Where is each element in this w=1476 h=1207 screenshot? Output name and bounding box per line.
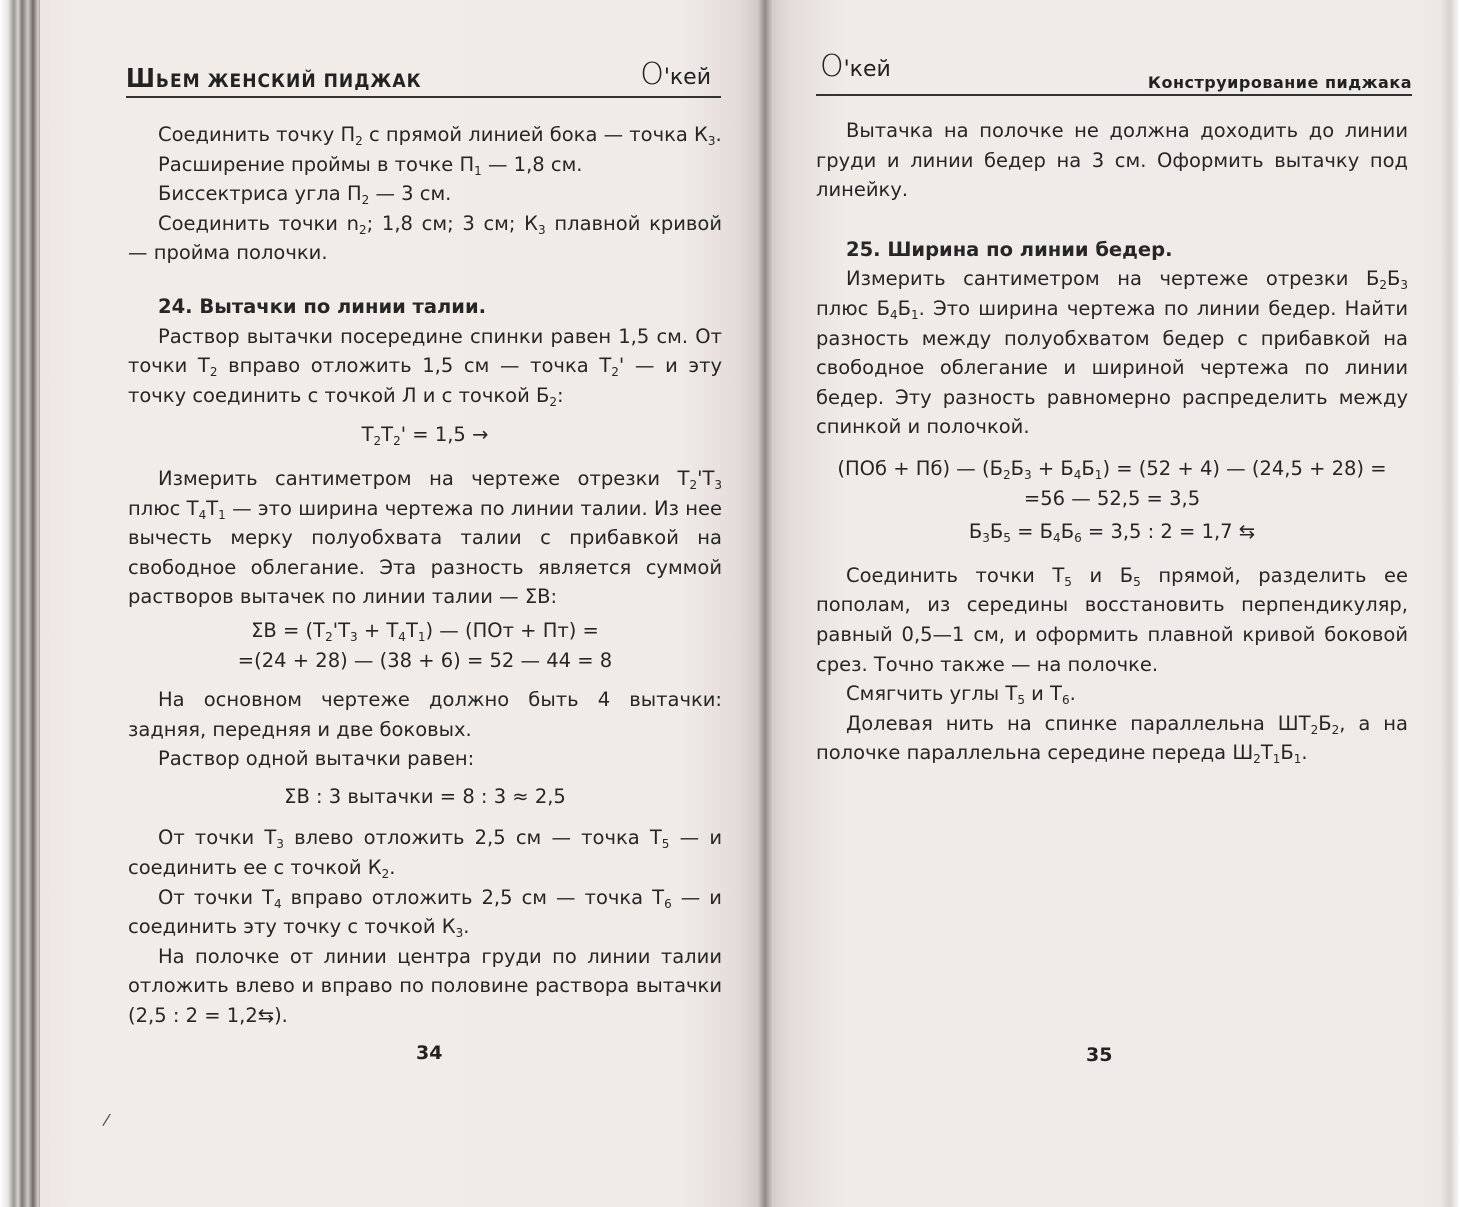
brand-rest: 'кей — [663, 65, 711, 90]
paragraph: На основном чертеже должно быть 4 вытачки: задняя, передняя и две боковых. — [128, 688, 722, 741]
formula: $Б_3Б_5 = Б_4Б_6 = 3,5$ : 2 = 1,7 ⇆ — [968, 520, 1256, 546]
page-number-right: 35 — [1086, 1044, 1113, 1066]
paragraph: Соединить точку $П_2$ с прямой линией бока — точка $К_3$. — [158, 123, 722, 148]
section-heading-24: 24. Вытачки по линии талии. — [158, 294, 487, 318]
left-page-body — [128, 120, 722, 1031]
formula: (ПОб + Пб) — $(Б_2Б_3 + Б_4Б_1) = (52 + 4)$ — (24,5 + 28) = — [837, 456, 1387, 482]
header-title-initial: Ш — [126, 64, 156, 94]
brand-o: О — [820, 49, 844, 84]
book-gutter — [758, 0, 772, 1207]
brand-logo-left — [640, 57, 711, 92]
formula: $\Sigma В = (Т_2'Т_3 + Т_4Т_1)$ — (ПОт + Пт) = — [251, 618, 599, 644]
brand-logo-right — [820, 49, 891, 84]
paragraph: Смягчить углы $Т_5$ и $Т_6$. — [846, 682, 1076, 708]
left-running-header — [126, 57, 721, 98]
paragraph: Раствор одной вытачки равен: — [158, 747, 475, 771]
section-heading-25: 25. Ширина по линии бедер. — [846, 237, 1173, 261]
formula: =(24 + 28) — (38 + 6) = 52 — 44 = 8 — [237, 648, 613, 672]
right-page-body — [816, 116, 1408, 768]
paragraph: Долевая нить на спинке параллельна $ШТ_2Б_2$, а на полочке параллельна середине переда $Ш_2Т_1Б_1$. — [816, 711, 1408, 767]
right-header-title: Конструирование пиджака — [1147, 73, 1412, 92]
page-number-left: 34 — [416, 1042, 443, 1064]
paragraph: Соединить точки $n_2$; 1,8 см; 3 см; $К_3$ плавной кривой — пройма полочки. — [128, 211, 722, 265]
header-title-rest: ЬЕМ ЖЕНСКИЙ ПИДЖАК — [155, 70, 422, 92]
paragraph: Измерить сантиметром на чертеже отрезки $Т_2'Т_3$ плюс $Т_4Т_1$ — это ширина чертежа по линии талии. Из нее вычесть мерку полуобхвата талии с прибавкой на свободное облегание. Эта разность является суммой растворов вытачек по линии талии — ΣВ: — [128, 466, 722, 609]
paragraph: Раствор вытачки посередине спинки равен 1,5 см. От точки $Т_2$ вправо отложить 1,5 см — точка $Т_2'$ — и эту точку соединить с точкой Л и с точкой $Б_2$: — [128, 324, 722, 409]
right-running-header — [816, 49, 1412, 96]
paragraph: От точки $Т_3$ влево отложить 2,5 см — точка $Т_5$ — и соединить ее с точкой $К_2$. — [128, 826, 722, 882]
paragraph: От точки $Т_4$ вправо отложить 2,5 см — точка $Т_6$ — и соединить эту точку с точкой $К_3$. — [128, 885, 722, 941]
brand-rest: 'кей — [843, 57, 891, 82]
scan-speck: / — [101, 1109, 112, 1130]
paragraph: Расширение проймы в точке $П_1$ — 1,8 см. — [158, 152, 583, 178]
paragraph: Соединить точки $Т_5$ и $Б_5$ прямой, разделить ее пополам, из середины восстановить перпендикуляр, равный 0,5—1 см, и оформить плавной кривой боковой срез. Точно также — на полочке. — [816, 563, 1409, 676]
left-header-title — [126, 64, 422, 94]
formula: ΣВ : 3 вытачки = 8 : 3 ≈ 2,5 — [284, 784, 566, 808]
paragraph: Биссектриса угла $П_2$ — 3 см. — [158, 182, 452, 208]
brand-o: О — [640, 57, 664, 92]
book-page-edge-right — [1440, 0, 1476, 1207]
paragraph: Вытачка на полочке не должна доходить до линии груди и линии бедер на 3 см. Оформить вытачку под линейку. — [816, 119, 1408, 202]
paragraph: На полочке от линии центра груди по линии талии отложить влево и вправо по половине раствора вытачки (2,5 : 2 = 1,2⇆). — [128, 944, 722, 1028]
paragraph: Измерить сантиметром на чертеже отрезки $Б_2Б_3$ плюс $Б_4Б_1$. Это ширина чертежа по линии бедер. Найти разность между полуобхватом бедер с прибавкой на свободное облегание и шириной чертежа по линии бедер. Эту разность равномерно распределить между спинкой и полочкой. — [816, 267, 1408, 439]
formula: $Т_2Т_2' = 1,5$ → — [361, 423, 489, 449]
formula: =56 — 52,5 = 3,5 — [1023, 486, 1201, 510]
